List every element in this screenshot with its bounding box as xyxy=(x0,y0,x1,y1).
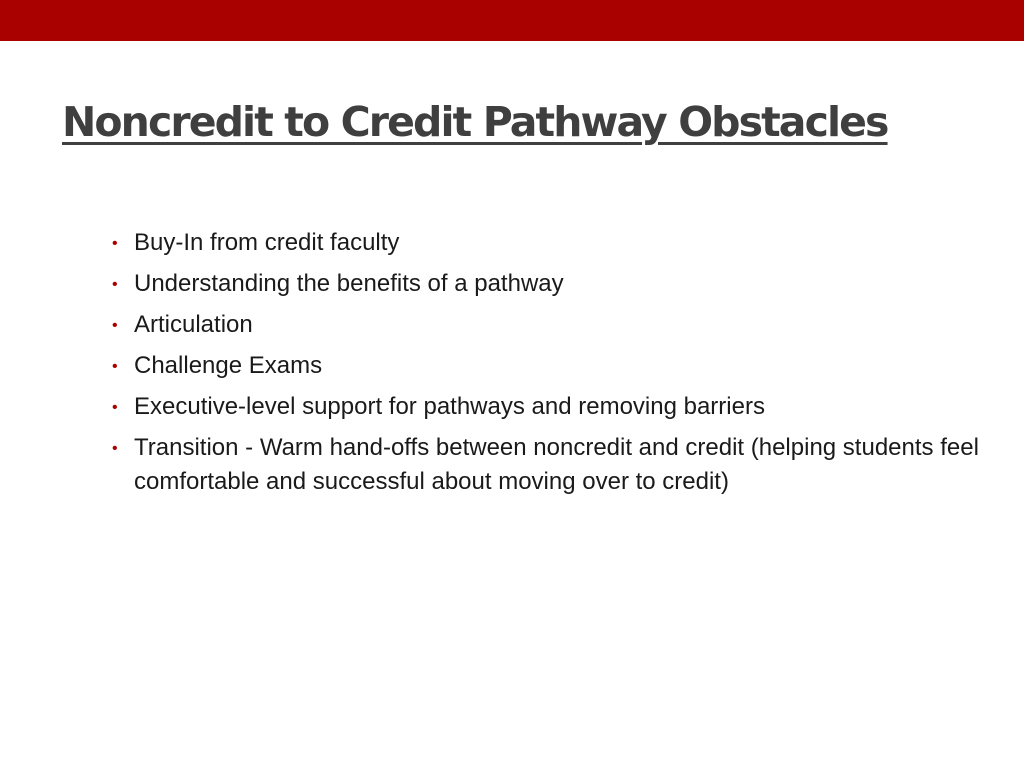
bullet-text: Understanding the benefits of a pathway xyxy=(134,270,564,297)
bullet-item-challenge-exams xyxy=(112,349,992,383)
bullet-item-buy-in xyxy=(112,226,992,260)
bullet-icon: • xyxy=(112,276,118,293)
top-accent-bar xyxy=(0,0,1024,41)
bullet-text: Challenge Exams xyxy=(134,352,323,379)
bullet-icon: • xyxy=(112,317,118,334)
bullet-text: Articulation xyxy=(134,311,253,338)
bullet-list xyxy=(112,226,992,506)
bullet-text: Transition - Warm hand-offs between noncredit and credit (helping students feel comfortable and successful about moving over to credit) xyxy=(134,434,979,495)
bullet-icon: • xyxy=(112,399,118,416)
bullet-icon: • xyxy=(112,358,118,375)
bullet-icon: • xyxy=(112,440,118,457)
bullet-text: Executive-level support for pathways and removing barriers xyxy=(134,393,765,420)
bullet-item-benefits xyxy=(112,267,992,301)
bullet-item-transition xyxy=(112,431,992,499)
bullet-text: Buy-In from credit faculty xyxy=(134,229,400,256)
bullet-item-articulation xyxy=(112,308,992,342)
slide-title: Noncredit to Credit Pathway Obstacles xyxy=(62,98,888,146)
bullet-icon: • xyxy=(112,235,118,252)
bullet-item-executive-support xyxy=(112,390,992,424)
